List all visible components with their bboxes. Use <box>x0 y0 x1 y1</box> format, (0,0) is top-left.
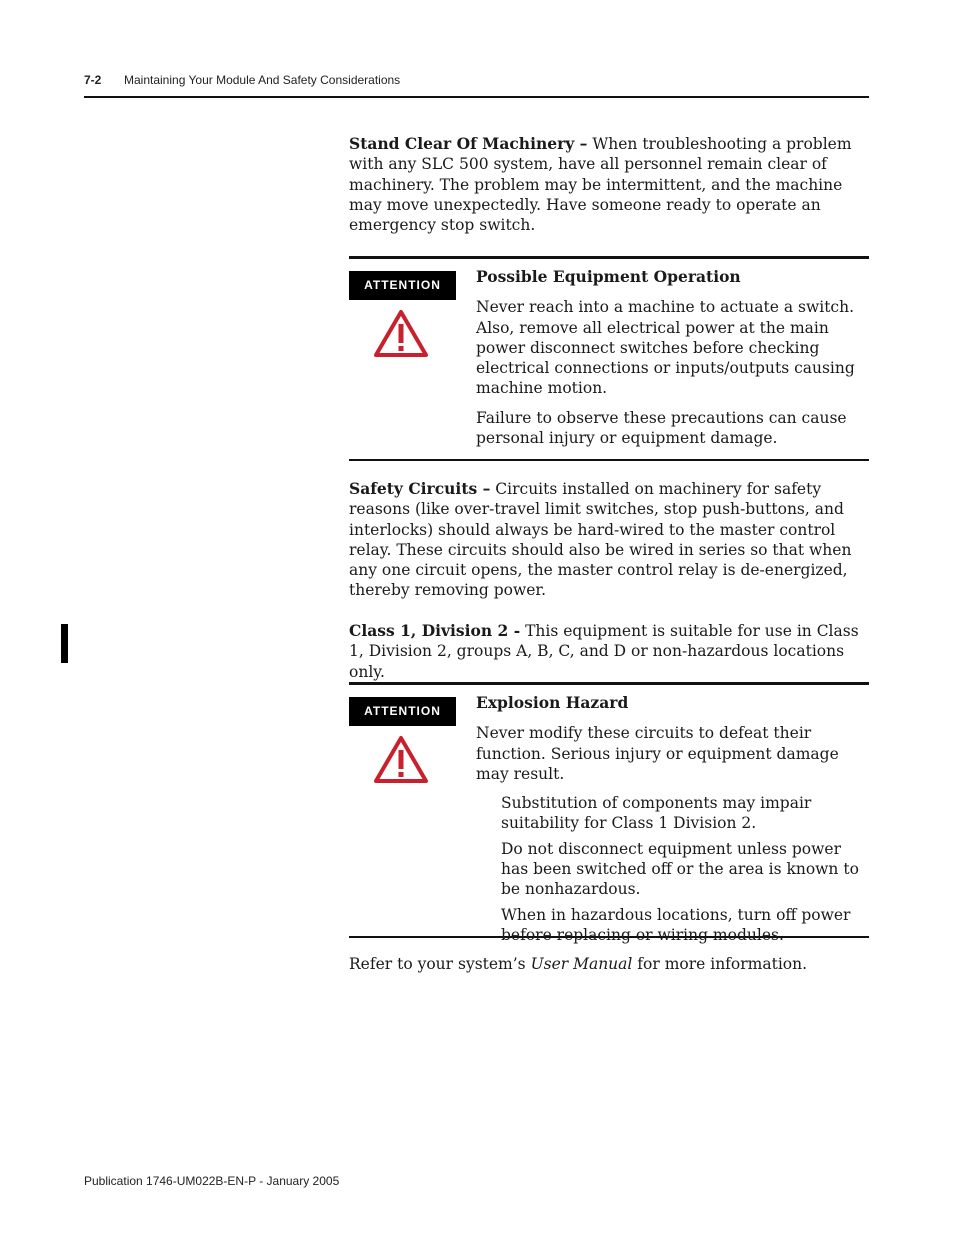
stand-clear-text: When troubleshooting a problem with any SLC 500 system, have all personnel remain clear of machinery. The problem may be intermittent, and the machine may move unexpectedly. Have someone ready to operate an emergency stop switch. <box>349 135 852 235</box>
safety-circuits-paragraph <box>349 479 869 601</box>
safety-circuits-text: Circuits installed on machinery for safety reasons (like over-travel limit switches, stop push-buttons, and interlocks) should always be hard-wired to the master control relay. These circuits should also be wired in series so that when any one circuit opens, the master control relay is de-energized, thereby removing power. <box>349 480 852 600</box>
attention-label: ATTENTION <box>349 697 456 726</box>
publication-footer: Publication 1746-UM022B-EN-P - January 2005 <box>84 1174 340 1188</box>
attention-label: ATTENTION <box>349 271 456 300</box>
refer-paragraph <box>349 954 869 974</box>
stand-clear-lead: Stand Clear Of Machinery – <box>349 134 588 153</box>
page-header <box>84 73 869 97</box>
attention-box-explosion-hazard <box>349 682 869 944</box>
header-rule <box>84 96 869 98</box>
attention-list-item: When in hazardous locations, turn off power before replacing or wiring modules. <box>501 905 851 944</box>
attention-list-item: Substitution of components may impair suitability for Class 1 Division 2. <box>501 794 812 833</box>
warning-triangle-icon <box>373 735 429 785</box>
refer-text-after: for more information. <box>632 955 808 973</box>
attention-title: Possible Equipment Operation <box>476 267 741 286</box>
attention-paragraph: Never reach into a machine to actuate a switch. Also, remove all electrical power at the main power disconnect switches before checking electrical connections or inputs/outputs causing machine motion. <box>476 298 855 398</box>
warning-triangle-icon <box>373 309 429 359</box>
attention-content <box>476 693 869 950</box>
class-division-text: This equipment is suitable for use in Class 1, Division 2, groups A, B, C, and D or non-hazardous locations only. <box>349 622 859 681</box>
stand-clear-paragraph <box>349 134 869 235</box>
refer-text-before: Refer to your system’s <box>349 955 531 973</box>
attention-content <box>476 267 869 457</box>
chapter-title: Maintaining Your Module And Safety Considerations <box>124 73 401 87</box>
attention-paragraph: Never modify these circuits to defeat their function. Serious injury or equipment damage may result. <box>476 724 839 783</box>
user-manual-reference: User Manual <box>530 955 633 973</box>
class-division-lead: Class 1, Division 2 - <box>349 621 521 640</box>
attention-box-equipment-operation <box>349 256 869 461</box>
attention-list-item: Do not disconnect equipment unless power has been switched off or the area is known to be nonhazardous. <box>501 839 859 899</box>
attention-title: Explosion Hazard <box>476 693 629 712</box>
page-number: 7-2 <box>84 73 102 87</box>
attention-paragraph: Failure to observe these precautions can cause personal injury or equipment damage. <box>476 408 847 448</box>
safety-circuits-lead: Safety Circuits – <box>349 479 491 498</box>
class-division-paragraph <box>349 621 869 682</box>
revision-change-bar <box>61 624 68 663</box>
